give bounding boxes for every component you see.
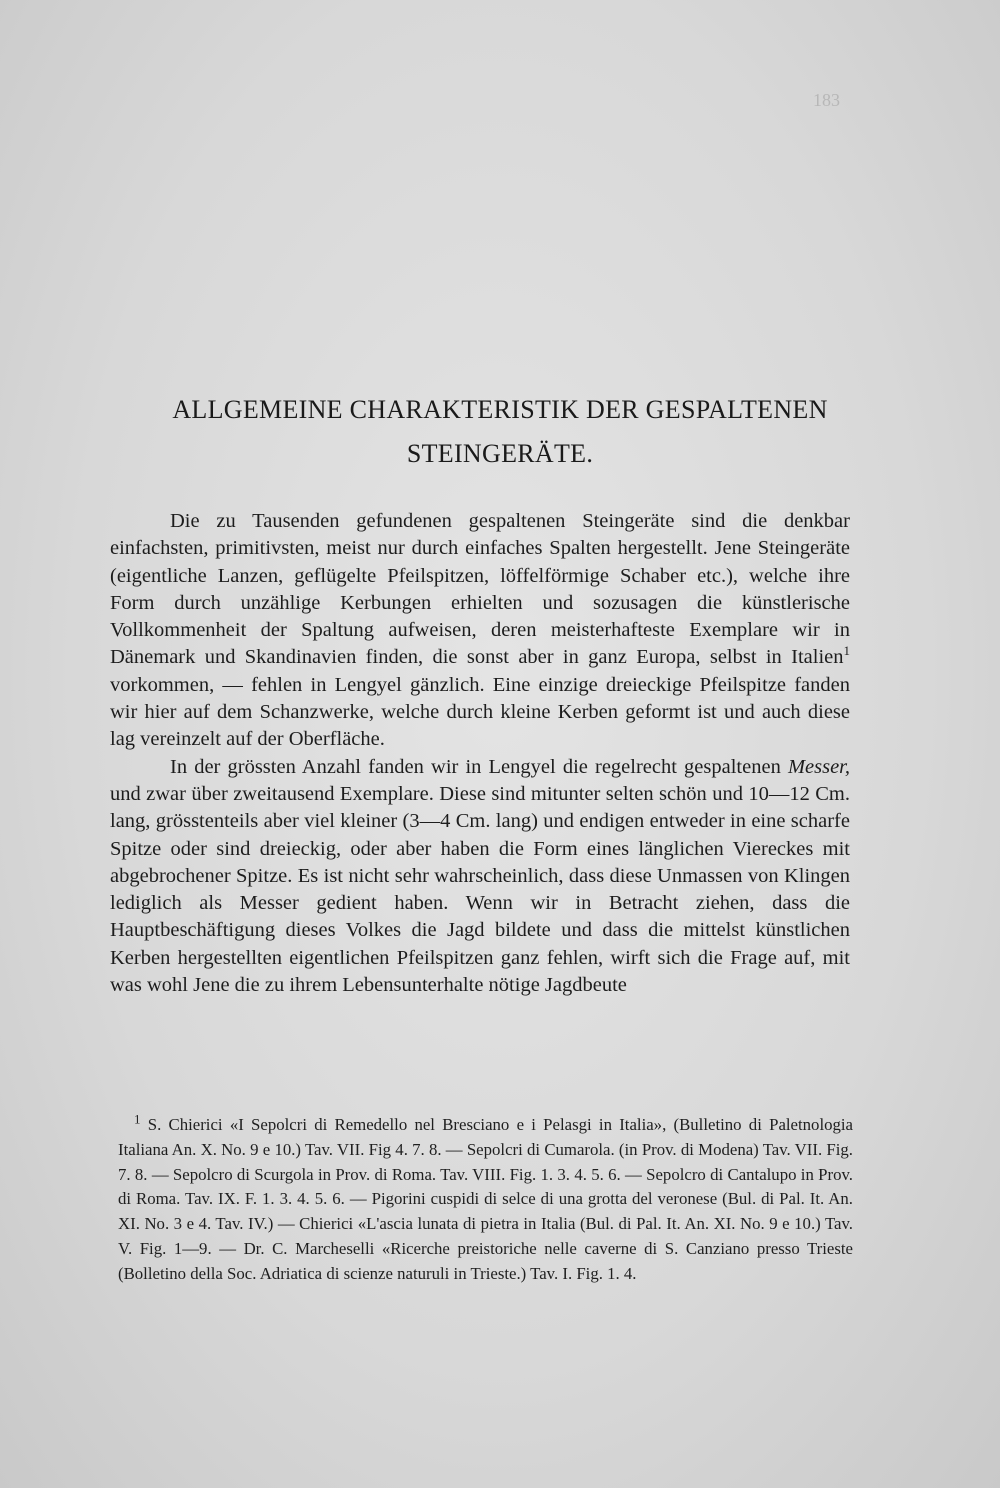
paragraph-2-text-cont: und zwar über zweitausend Exemplare. Diese sind mitunter selten schön und 10—12 Cm. lang, grösstenteils aber viel kleiner (3—4 Cm. lang) und endigen entweder in eine scharfe Spitze oder sind dreieckig, oder aber haben die Form eines länglichen Viereckes mit abgebrochener Spitze. Es ist nicht sehr wahrscheinlich, dass diese Unmassen von Klingen lediglich als Messer gedient haben. Wenn wir in Betracht ziehen, dass die Hauptbeschäftigung dieses Volkes die Jagd bildete und dass die mittelst künstlichen Kerben hergestellten eigentlichen Pfeilspitzen ganz fehlen, wirft sich die Frage auf, mit was wohl Jene die zu ihrem Lebensunterhalte nötige Jagdbeute: [110, 782, 850, 997]
paragraph-1-text: Die zu Tausenden gefundenen gespaltenen Steingeräte sind die denkbar einfachsten, primitivsten, meist nur durch einfaches Spalten hergestellt. Jene Steingeräte (eigentliche Lanzen, geflügelte Pfeilspitzen, löffelförmige Schaber etc.), welche ihre Form durch unzählige Kerbungen erhielten und sozusagen die künstlerische Vollkommenheit der Spaltung aufweisen, deren meisterhafteste Exemplare wir in Dänemark und Skandinavien finden, die sonst aber in ganz Europa, selbst in Italien: [110, 510, 850, 669]
footnote-marker: 1: [134, 1111, 141, 1127]
chapter-heading-line-2: STEINGERÄTE.: [406, 439, 594, 468]
footnote-1: [118, 1113, 853, 1287]
footnote-1-text: S. Chierici «I Sepolcri di Remedello nel Bresciano e i Pelasgi in Italia», (Bulletino di Paletnologia Italiana An. X. No. 9 e 10.) Tav. VII. Fig 4. 7. 8. — Sepolcri di Cumarola. (in Prov. di Modena) Tav. VII. Fig. 7. 8. — Sepolcro di Scurgola in Prov. di Roma. Tav. VIII. Fig. 1. 3. 4. 5. 6. — Sepolcro di Cantalupo in Prov. di Roma. Tav. IX. F. 1. 3. 4. 5. 6. — Pigorini cuspidi di selce di una grotta del veronese (Bul. di Pal. It. An. XI. No. 3 e 4. Tav. IV.) — Chierici «L'ascia lunata di pietra in Italia (Bul. di Pal. It. An. XI. No. 9 e 10.) Tav. V. Fig. 1—9. — Dr. C. Marcheselli «Ricerche preistoriche nelle caverne di S. Canziano presso Trieste (Bolletino della Soc. Adriatica di scienze naturuli in Trieste.) Tav. I. Fig. 1. 4.: [118, 1115, 853, 1283]
body-paragraph-1: [110, 508, 850, 754]
footnotes: [118, 1113, 853, 1287]
paragraph-2-text: In der grössten Anzahl fanden wir in Lengyel die regelrecht gespaltenen: [170, 755, 788, 778]
emphasis-messer: Messer,: [787, 755, 850, 778]
chapter-heading-line-1: ALLGEMEINE CHARAKTERISTIK DER GESPALTENEN: [172, 395, 828, 424]
body-paragraph-2: [110, 754, 850, 1000]
paragraph-1-text-cont: vorkommen, — fehlen in Lengyel gänzlich. Eine einzige dreieckige Pfeilspitze fanden wir hier auf dem Schanzwerke, welche durch kleine Kerben geformt ist und auch diese lag vereinzelt auf der Oberfläche.: [110, 673, 850, 751]
page-number: 183: [813, 90, 840, 110]
main-body-text: [110, 508, 850, 999]
footnote-reference: 1: [843, 643, 850, 659]
chapter-heading: [100, 388, 900, 476]
